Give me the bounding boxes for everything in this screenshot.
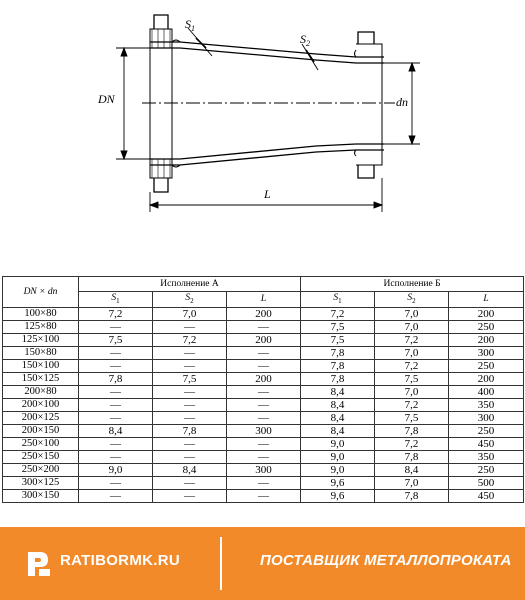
left-lug-bottom <box>154 178 168 192</box>
value-cell: 300 <box>449 346 524 359</box>
value-cell: 7,8 <box>79 372 153 385</box>
footer-banner <box>0 527 525 600</box>
value-cell: — <box>79 476 153 489</box>
header-version-b: Исполнение Б <box>301 277 524 292</box>
value-cell: 7,0 <box>375 385 449 398</box>
table-row <box>3 372 524 385</box>
value-cell: — <box>153 476 227 489</box>
value-cell: 350 <box>449 398 524 411</box>
value-cell: 200 <box>227 333 301 346</box>
value-cell: — <box>79 346 153 359</box>
reducer-spec-table <box>2 276 524 503</box>
table-row <box>3 359 524 372</box>
value-cell: — <box>79 437 153 450</box>
value-cell: — <box>153 385 227 398</box>
value-cell: 250 <box>449 320 524 333</box>
value-cell: — <box>153 437 227 450</box>
sub-header-a-l: L <box>227 292 301 308</box>
value-cell: 7,2 <box>153 333 227 346</box>
right-lug-top <box>358 32 374 44</box>
value-cell: 400 <box>449 385 524 398</box>
size-cell: 300×125 <box>3 476 79 489</box>
footer-divider <box>220 537 222 590</box>
size-cell: 100×80 <box>3 307 79 320</box>
value-cell: — <box>79 385 153 398</box>
value-cell: — <box>227 450 301 463</box>
sub-header-a-s2: $S_2$ <box>153 292 227 308</box>
sub-header-b-l: L <box>449 292 524 308</box>
value-cell: 9,6 <box>301 476 375 489</box>
value-cell: 7,8 <box>375 450 449 463</box>
table-row <box>3 489 524 502</box>
value-cell: 7,5 <box>375 372 449 385</box>
table-row <box>3 437 524 450</box>
value-cell: 7,8 <box>375 489 449 502</box>
value-cell: 8,4 <box>301 385 375 398</box>
size-cell: 125×80 <box>3 320 79 333</box>
value-cell: 200 <box>449 307 524 320</box>
table-row <box>3 398 524 411</box>
table-row <box>3 385 524 398</box>
value-cell: 250 <box>449 424 524 437</box>
value-cell: 7,5 <box>375 411 449 424</box>
value-cell: — <box>79 398 153 411</box>
dn-small-label: dn <box>396 95 408 109</box>
value-cell: 7,2 <box>375 333 449 346</box>
value-cell: — <box>79 411 153 424</box>
value-cell: — <box>79 450 153 463</box>
value-cell: 8,4 <box>375 463 449 476</box>
value-cell: 200 <box>449 333 524 346</box>
value-cell: 450 <box>449 489 524 502</box>
value-cell: 7,2 <box>301 307 375 320</box>
sub-header-b-s2: $S_2$ <box>375 292 449 308</box>
size-cell: 125×100 <box>3 333 79 346</box>
value-cell: 300 <box>449 411 524 424</box>
value-cell: 7,5 <box>79 333 153 346</box>
value-cell: 500 <box>449 476 524 489</box>
s2-label: $S_2$ <box>300 32 310 48</box>
table-row <box>3 346 524 359</box>
size-cell: 150×125 <box>3 372 79 385</box>
value-cell: 300 <box>227 463 301 476</box>
value-cell: — <box>153 489 227 502</box>
value-cell: 7,0 <box>375 346 449 359</box>
table-row <box>3 307 524 320</box>
value-cell: — <box>153 346 227 359</box>
table-row <box>3 450 524 463</box>
value-cell: 7,2 <box>375 398 449 411</box>
value-cell: 7,8 <box>153 424 227 437</box>
table-row <box>3 463 524 476</box>
size-cell: 200×150 <box>3 424 79 437</box>
value-cell: — <box>227 398 301 411</box>
table-row <box>3 320 524 333</box>
value-cell: 300 <box>227 424 301 437</box>
value-cell: 7,0 <box>375 476 449 489</box>
table-body <box>3 307 524 502</box>
size-cell: 200×80 <box>3 385 79 398</box>
table-row <box>3 411 524 424</box>
header-dn-dn: DN × dn <box>3 277 79 308</box>
value-cell: 7,5 <box>301 333 375 346</box>
value-cell: 9,0 <box>301 463 375 476</box>
table-row <box>3 333 524 346</box>
table-row <box>3 476 524 489</box>
value-cell: 450 <box>449 437 524 450</box>
value-cell: — <box>79 359 153 372</box>
size-cell: 300×150 <box>3 489 79 502</box>
value-cell: 7,8 <box>301 372 375 385</box>
value-cell: — <box>153 411 227 424</box>
value-cell: 7,0 <box>375 307 449 320</box>
size-cell: 200×125 <box>3 411 79 424</box>
value-cell: 8,4 <box>79 424 153 437</box>
value-cell: — <box>153 359 227 372</box>
value-cell: 8,4 <box>153 463 227 476</box>
size-cell: 250×200 <box>3 463 79 476</box>
rp-logo-icon <box>26 550 52 578</box>
value-cell: 8,4 <box>301 411 375 424</box>
value-cell: — <box>227 346 301 359</box>
reducer-technical-drawing <box>0 0 525 270</box>
value-cell: 9,0 <box>301 450 375 463</box>
footer-tagline: ПОСТАВЩИК МЕТАЛЛОПРОКАТА <box>260 552 512 569</box>
value-cell: — <box>227 320 301 333</box>
value-cell: 250 <box>449 463 524 476</box>
size-cell: 250×100 <box>3 437 79 450</box>
value-cell: — <box>227 489 301 502</box>
value-cell: 7,5 <box>153 372 227 385</box>
value-cell: — <box>79 489 153 502</box>
value-cell: — <box>227 385 301 398</box>
s1-label: $S_1$ <box>185 17 195 33</box>
size-cell: 250×150 <box>3 450 79 463</box>
value-cell: — <box>227 437 301 450</box>
value-cell: 9,0 <box>79 463 153 476</box>
value-cell: 9,6 <box>301 489 375 502</box>
value-cell: — <box>227 359 301 372</box>
right-lug-bottom <box>358 165 374 178</box>
value-cell: — <box>227 476 301 489</box>
value-cell: 350 <box>449 450 524 463</box>
value-cell: — <box>153 398 227 411</box>
table-row <box>3 424 524 437</box>
upper-wall-outer <box>150 42 384 57</box>
value-cell: 7,0 <box>375 320 449 333</box>
sub-header-row <box>3 292 524 308</box>
value-cell: 200 <box>227 372 301 385</box>
value-cell: 7,2 <box>375 437 449 450</box>
size-cell: 150×100 <box>3 359 79 372</box>
size-cell: 200×100 <box>3 398 79 411</box>
value-cell: 7,0 <box>153 307 227 320</box>
right-flange-outline <box>356 44 382 165</box>
value-cell: — <box>227 411 301 424</box>
value-cell: 7,2 <box>79 307 153 320</box>
value-cell: — <box>79 320 153 333</box>
value-cell: 200 <box>227 307 301 320</box>
sub-header-a-s1: $S_1$ <box>79 292 153 308</box>
value-cell: 7,8 <box>375 424 449 437</box>
left-flange-outline <box>150 29 172 178</box>
site-link[interactable]: RATIBORMK.RU <box>60 552 180 569</box>
value-cell: 9,0 <box>301 437 375 450</box>
length-label: L <box>264 187 271 201</box>
value-cell: 250 <box>449 359 524 372</box>
sub-header-b-s1: $S_1$ <box>301 292 375 308</box>
value-cell: — <box>153 450 227 463</box>
left-lug-top <box>154 15 168 29</box>
value-cell: 7,2 <box>375 359 449 372</box>
value-cell: 7,8 <box>301 359 375 372</box>
value-cell: 8,4 <box>301 424 375 437</box>
header-version-a: Исполнение А <box>79 277 301 292</box>
value-cell: 200 <box>449 372 524 385</box>
value-cell: 7,8 <box>301 346 375 359</box>
value-cell: 8,4 <box>301 398 375 411</box>
value-cell: — <box>153 320 227 333</box>
lower-wall-outer <box>150 150 384 165</box>
dn-label: DN <box>98 92 115 106</box>
value-cell: 7,5 <box>301 320 375 333</box>
size-cell: 150×80 <box>3 346 79 359</box>
